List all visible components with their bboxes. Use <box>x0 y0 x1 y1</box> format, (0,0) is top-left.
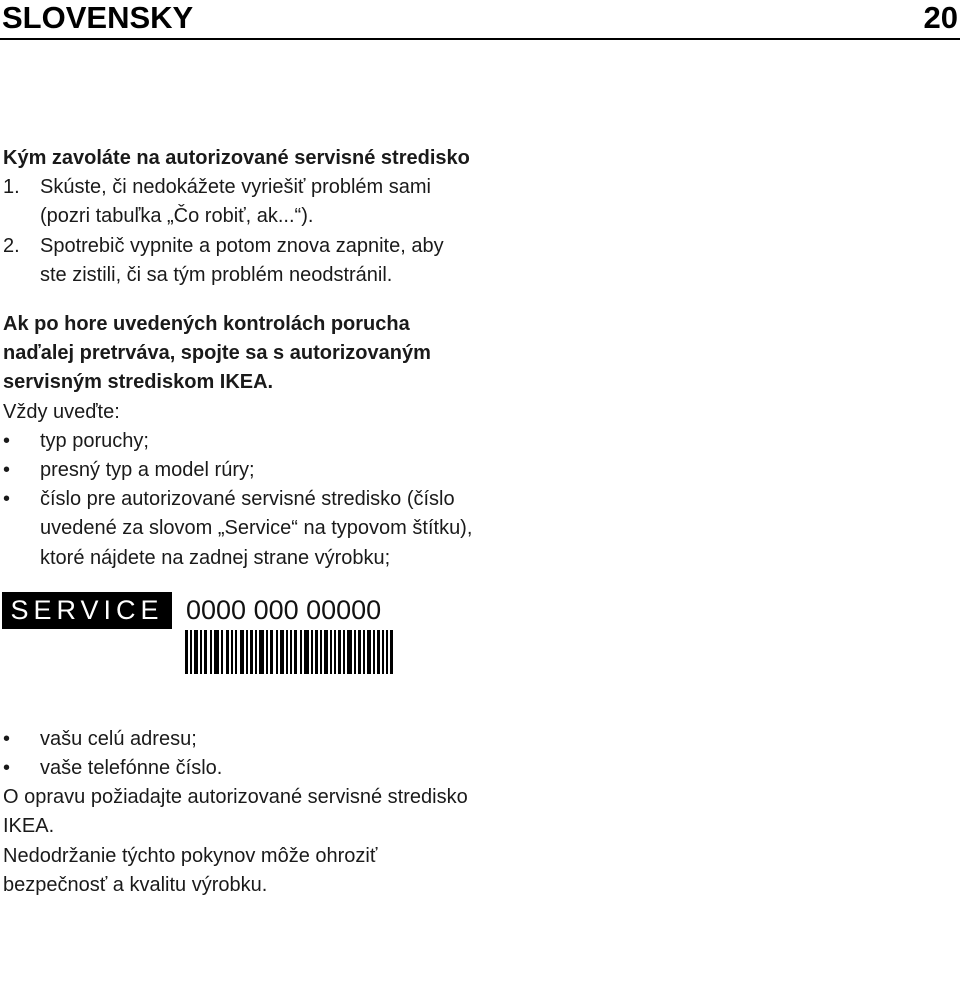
bullet-icon: • <box>3 459 11 482</box>
bullet-text: typ poruchy; <box>40 429 149 452</box>
bullet-item <box>3 456 473 485</box>
step-item <box>3 232 473 290</box>
step-number: 2. <box>3 234 20 257</box>
notice-paragraph: Ak po hore uvedených kontrolách porucha naďalej pretrváva, spojte sa s autorizovaným servisným strediskom IKEA. <box>3 313 431 394</box>
service-section <box>3 144 473 900</box>
language-title: SLOVENSKY <box>2 0 194 35</box>
page-number: 20 <box>923 0 958 35</box>
step-item <box>3 173 473 231</box>
always-state-label: Vždy uveďte: <box>3 400 120 423</box>
service-number: 0000 000 00000 <box>186 594 382 625</box>
bullet-text: číslo pre autorizované servisné stredisko (číslo uvedené za slovom „Service“ na typovom štítku), ktoré nájdete na zadnej strane výrobku; <box>40 488 473 569</box>
step-text: Skúste, či nedokážete vyriešiť problém sami (pozri tabuľka „Čo robiť, ak...“). <box>40 176 431 228</box>
step-text: Spotrebič vypnite a potom znova zapnite, aby ste zistili, či sa tým problém neodstránil. <box>40 234 444 286</box>
service-label-illustration <box>3 592 473 710</box>
step-number: 1. <box>3 176 20 199</box>
bullet-item <box>3 725 473 754</box>
section-heading: Kým zavoláte na autorizované servisné stredisko <box>3 147 470 169</box>
bullet-text: vaše telefónne číslo. <box>40 757 223 780</box>
barcode-icon <box>185 630 393 674</box>
bullet-icon: • <box>3 727 11 750</box>
bullet-text: vašu celú adresu; <box>40 727 197 750</box>
bullet-item <box>3 427 473 456</box>
bullet-text: presný typ a model rúry; <box>40 459 255 482</box>
safety-warning: Nedodržanie týchto pokynov môže ohroziť bezpečnosť a kvalitu výrobku. <box>3 844 378 896</box>
bullet-item <box>3 754 473 783</box>
bullet-icon: • <box>3 757 11 780</box>
page-header <box>0 0 960 38</box>
header-divider <box>0 38 960 40</box>
bullet-item <box>3 485 473 573</box>
repair-instruction: O opravu požiadajte autorizované servisné stredisko IKEA. <box>3 786 468 838</box>
service-tag: SERVICE <box>2 592 172 629</box>
bullet-icon: • <box>3 488 11 511</box>
spacer <box>3 290 473 310</box>
bullet-icon: • <box>3 429 11 452</box>
